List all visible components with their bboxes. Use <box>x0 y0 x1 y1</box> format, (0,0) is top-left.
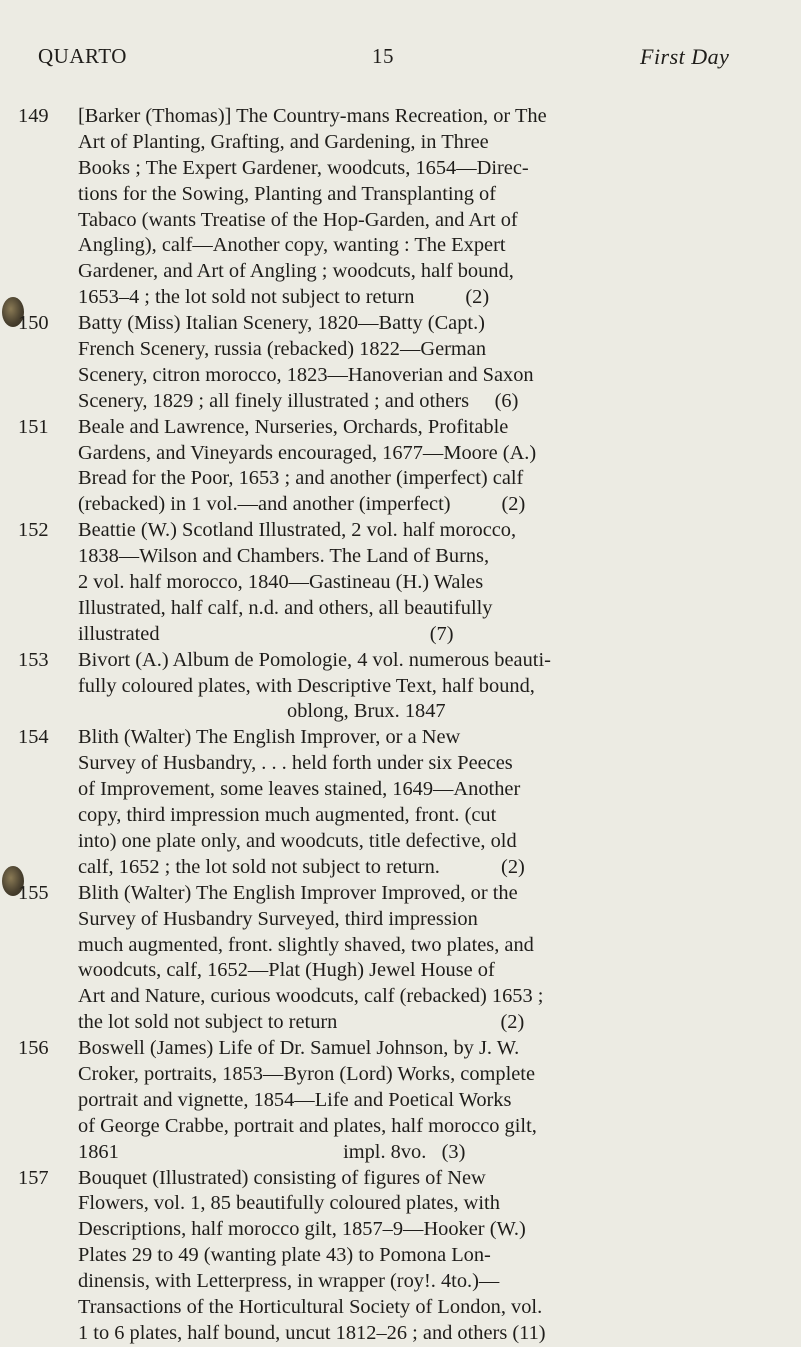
entry-line <box>0 1243 788 1269</box>
entry-text: of George Crabbe, portrait and plates, half morocco gilt, <box>78 1114 537 1137</box>
entry-line <box>0 881 788 907</box>
entry-text: Beattie (W.) Scotland Illustrated, 2 vol. half morocco, <box>78 519 517 542</box>
entry-text: of Improvement, some leaves stained, 1649—Another <box>78 778 521 801</box>
entry-line <box>0 1140 788 1166</box>
entry-text: Transactions of the Horticultural Society of London, vol. <box>78 1295 543 1318</box>
entry-text: 1838—Wilson and Chambers. The Land of Burns, <box>78 545 490 568</box>
entry-text: 1 to 6 plates, half bound, uncut 1812–26 ; and others (11) <box>78 1321 546 1344</box>
entry-text: Beale and Lawrence, Nurseries, Orchards, Profitable <box>78 415 509 438</box>
entry-text: Descriptions, half morocco gilt, 1857–9—Hooker (W.) <box>78 1218 526 1241</box>
entry-text: copy, third impression much augmented, front. (cut <box>78 804 497 827</box>
entry-line <box>0 648 788 674</box>
entry-text: Croker, portraits, 1853—Byron (Lord) Works, complete <box>78 1062 535 1085</box>
entry-text: Art and Nature, curious woodcuts, calf (rebacked) 1653 ; <box>78 985 544 1008</box>
lot-number: 152 <box>18 519 49 542</box>
entry-line <box>0 259 788 285</box>
entry-text: oblong, Brux. 1847 <box>78 700 446 723</box>
entry-line <box>0 907 788 933</box>
running-head-left: QUARTO <box>38 44 127 68</box>
entry-line <box>0 1321 788 1347</box>
entry-line <box>0 984 788 1010</box>
entry-line <box>0 544 788 570</box>
lot-number: 153 <box>18 648 49 671</box>
catalogue-entry <box>0 1036 801 1165</box>
entry-line <box>0 1010 788 1036</box>
entry-text: illustrated (7) <box>78 622 454 645</box>
entry-line <box>0 570 788 596</box>
entry-text: Scenery, citron morocco, 1823—Hanoverian and Saxon <box>78 363 534 386</box>
entry-text: Bivort (A.) Album de Pomologie, 4 vol. numerous beauti- <box>78 648 551 671</box>
entry-text: Boswell (James) Life of Dr. Samuel Johnson, by J. W. <box>78 1037 520 1060</box>
entry-line <box>0 285 788 311</box>
entry-line <box>0 233 788 259</box>
entry-line <box>0 1088 788 1114</box>
entry-text: dinensis, with Letterpress, in wrapper (roy!. 4to.)— <box>78 1270 500 1293</box>
entry-text: fully coloured plates, with Descriptive Text, half bound, <box>78 674 535 697</box>
entry-line <box>0 492 788 518</box>
lot-number: 151 <box>18 415 49 438</box>
page-number: 15 <box>372 44 394 68</box>
catalogue-entry <box>0 881 801 1036</box>
entry-text: Blith (Walter) The English Improver, or a New <box>78 726 461 749</box>
lot-number: 150 <box>18 312 49 335</box>
entry-line <box>0 1191 788 1217</box>
entry-line <box>0 829 788 855</box>
entry-text: Survey of Husbandry Surveyed, third impression <box>78 907 478 930</box>
entry-line <box>0 1295 788 1321</box>
entry-text: Survey of Husbandry, . . . held forth under six Peeces <box>78 752 513 775</box>
entry-line <box>0 104 788 130</box>
entry-text: the lot sold not subject to return (2) <box>78 1011 525 1034</box>
entry-line <box>0 855 788 881</box>
entry-line <box>0 363 788 389</box>
entry-text: portrait and vignette, 1854—Life and Poetical Works <box>78 1088 512 1111</box>
entry-line <box>0 803 788 829</box>
entry-text: Tabaco (wants Treatise of the Hop-Garden, and Art of <box>78 208 518 231</box>
entry-line <box>0 1062 788 1088</box>
entry-line <box>0 725 788 751</box>
entry-line <box>0 958 788 984</box>
entry-text: Blith (Walter) The English Improver Improved, or the <box>78 881 518 904</box>
entry-text: tions for the Sowing, Planting and Transplanting of <box>78 182 497 205</box>
entry-line <box>0 441 788 467</box>
entry-text: [Barker (Thomas)] The Country-mans Recreation, or The <box>78 105 547 127</box>
catalogue-entry <box>0 725 801 880</box>
lot-number: 155 <box>18 881 49 904</box>
entry-line <box>0 130 788 156</box>
entry-text: Bouquet (Illustrated) consisting of figures of New <box>78 1166 486 1189</box>
entry-line <box>0 182 788 208</box>
entry-text: Gardens, and Vineyards encouraged, 1677—Moore (A.) <box>78 441 537 464</box>
entry-line <box>0 311 788 337</box>
lot-number: 157 <box>18 1166 49 1189</box>
entry-text: Bread for the Poor, 1653 ; and another (imperfect) calf <box>78 467 524 490</box>
lot-number: 156 <box>18 1037 49 1060</box>
entry-text: Flowers, vol. 1, 85 beautifully coloured plates, with <box>78 1192 500 1215</box>
entry-line <box>0 518 788 544</box>
entry-line <box>0 622 788 648</box>
entry-text: 2 vol. half morocco, 1840—Gastineau (H.) Wales <box>78 571 484 594</box>
entry-line <box>0 674 788 700</box>
entry-text: Art of Planting, Grafting, and Gardening, in Three <box>78 130 489 153</box>
running-head <box>0 44 801 74</box>
entry-line <box>0 1036 788 1062</box>
running-head-right: First Day <box>640 44 730 69</box>
entry-text: Angling), calf—Another copy, wanting : The Expert <box>78 234 506 257</box>
entry-line <box>0 751 788 777</box>
entry-line <box>0 777 788 803</box>
entry-line <box>0 466 788 492</box>
entry-text: French Scenery, russia (rebacked) 1822—German <box>78 338 487 361</box>
entry-line <box>0 156 788 182</box>
entry-text: calf, 1652 ; the lot sold not subject to return. (2) <box>78 855 525 878</box>
catalogue-entry <box>0 415 801 519</box>
entry-text: Scenery, 1829 ; all finely illustrated ; and others (6) <box>78 389 519 412</box>
catalogue-entry <box>0 648 801 726</box>
entry-line <box>0 596 788 622</box>
entry-line <box>0 1217 788 1243</box>
entry-list <box>0 104 801 1347</box>
lot-number: 149 <box>18 105 49 127</box>
catalogue-entry <box>0 518 801 647</box>
catalogue-entry <box>0 104 801 311</box>
entry-text: Gardener, and Art of Angling ; woodcuts, half bound, <box>78 260 514 283</box>
entry-line <box>0 1166 788 1192</box>
entry-line <box>0 933 788 959</box>
entry-line <box>0 389 788 415</box>
lot-number: 154 <box>18 726 49 749</box>
entry-text: Books ; The Expert Gardener, woodcuts, 1654—Direc- <box>78 156 529 179</box>
entry-line <box>0 1269 788 1295</box>
catalogue-entry <box>0 311 801 415</box>
entry-text: much augmented, front. slightly shaved, two plates, and <box>78 933 534 956</box>
entry-text: into) one plate only, and woodcuts, title defective, old <box>78 829 517 852</box>
entry-line <box>0 415 788 441</box>
entry-text: woodcuts, calf, 1652—Plat (Hugh) Jewel House of <box>78 959 495 982</box>
entry-text: Illustrated, half calf, n.d. and others, all beautifully <box>78 596 493 619</box>
entry-line <box>0 208 788 234</box>
entry-text: 1861 impl. 8vo. (3) <box>78 1140 466 1163</box>
entry-text: 1653–4 ; the lot sold not subject to return (2) <box>78 286 490 309</box>
entry-text: Plates 29 to 49 (wanting plate 43) to Pomona Lon- <box>78 1244 491 1267</box>
entry-line <box>0 699 788 725</box>
entry-text: Batty (Miss) Italian Scenery, 1820—Batty (Capt.) <box>78 312 485 335</box>
entry-line <box>0 1114 788 1140</box>
entry-line <box>0 337 788 363</box>
entry-text: (rebacked) in 1 vol.—and another (imperfect) (2) <box>78 493 526 516</box>
